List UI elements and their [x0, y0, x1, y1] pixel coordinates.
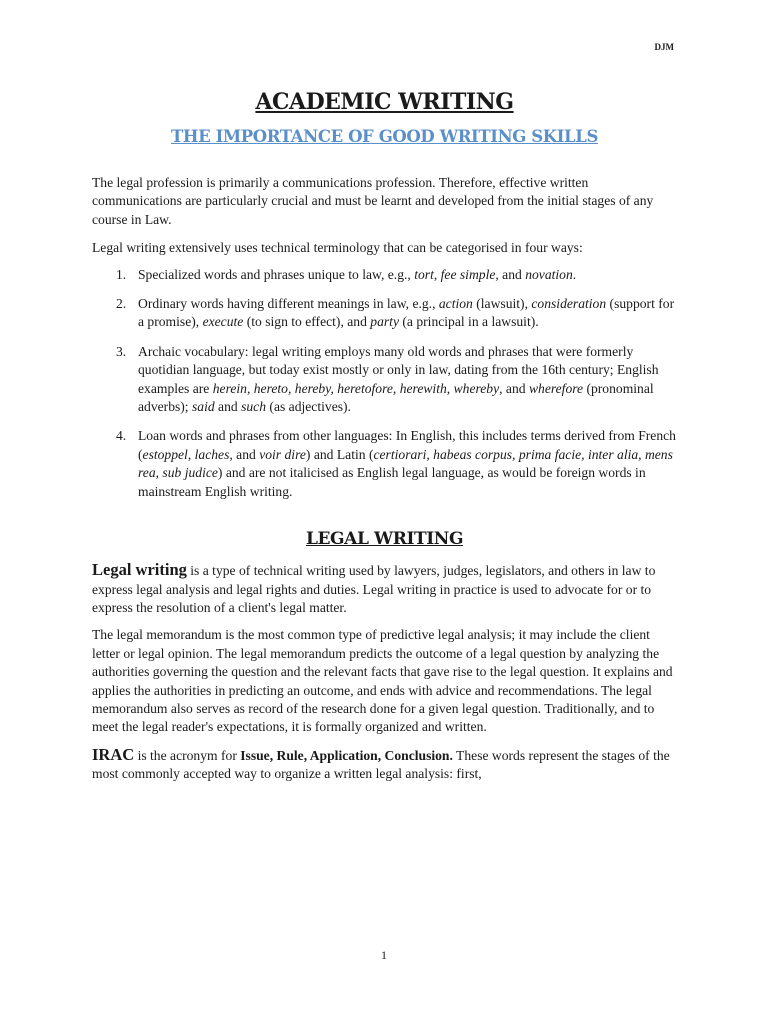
intro-paragraph-1: The legal profession is primarily a communications profession. Therefore, effective written communications are particularly crucial and must be learnt and developed from the initial stages of any course in Law.	[92, 175, 654, 227]
list-emphasis: voir dire	[259, 446, 306, 462]
irac-paragraph	[92, 746, 677, 784]
list-text: ) and are not italicised as English legal language, as would be foreign words in mainstream English writing.	[138, 465, 646, 499]
irac-text: is the acronym for	[134, 747, 241, 763]
memo-paragraph: The legal memorandum is the most common type of predictive legal analysis; it may include the client letter or legal opinion. The legal memorandum predicts the outcome of a legal question by analyzing the authorities governing the question and the relevant facts that gave rise to the legal question. It explains and applies the authorities in predicting an outcome, and ends with advice and recommendations. The legal memorandum also serves as record of the research done for a given legal question. Traditionally, and to meet the legal reader's expectations, it is formally organized and written.	[92, 627, 673, 735]
list-number: 2.	[116, 296, 127, 312]
list-text: (support for a promise),	[138, 296, 675, 330]
document-title: ACADEMIC WRITING	[255, 89, 514, 115]
list-item	[92, 343, 677, 417]
list-text: ) and Latin (	[305, 446, 374, 462]
list-item	[92, 427, 677, 501]
list-emphasis: herein, hereto, hereby, heretofore, herewith	[212, 380, 447, 396]
list-emphasis: certiorari, habeas corpus, prima facie, inter alia, mens rea, sub judice	[138, 446, 673, 481]
irac-bold-words: Issue, Rule, Application, Conclusion.	[240, 747, 453, 763]
list-text: ,	[446, 380, 454, 396]
list-number: 1.	[116, 266, 127, 282]
list-text: , and	[499, 380, 529, 396]
list-emphasis: laches	[194, 446, 230, 462]
irac-rest: These words represent the stages of the most commonly accepted way to organize a written legal analysis: first,	[92, 747, 670, 782]
list-text: , and	[495, 266, 526, 282]
list-emphasis: fee simple	[440, 266, 496, 282]
list-number: 3.	[116, 343, 127, 359]
list-emphasis: tort	[414, 266, 434, 282]
page-number: 1	[381, 948, 387, 962]
list-text: Ordinary words having different meanings in law, e.g.,	[138, 296, 439, 312]
list-text: (pronominal adverbs);	[138, 380, 654, 415]
list-emphasis: said	[191, 399, 215, 415]
document-body	[92, 88, 677, 784]
list-emphasis: such	[241, 399, 267, 415]
section-title: LEGAL WRITING	[305, 529, 464, 550]
list-text: and	[214, 399, 242, 415]
list-item	[92, 295, 677, 332]
list-text: (lawsuit),	[472, 296, 532, 312]
list-text: (as adjectives).	[266, 399, 351, 415]
list-text: ,	[187, 446, 195, 462]
list-emphasis: novation	[525, 266, 573, 282]
list-emphasis: action	[438, 296, 473, 312]
list-text: Loan words and phrases from other languages: In English, this includes terms derived from French (	[138, 428, 676, 462]
list-emphasis: consideration	[531, 296, 607, 312]
list-emphasis: execute	[202, 314, 244, 330]
list-text: ,	[433, 266, 441, 282]
list-text: Specialized words and phrases unique to law, e.g.,	[138, 266, 415, 282]
list-emphasis: whereby	[453, 380, 500, 396]
list-emphasis: estoppel	[142, 446, 188, 462]
list-text: (to sign to effect), and	[243, 314, 371, 330]
list-text: .	[572, 266, 577, 282]
list-text: , and	[229, 446, 260, 462]
list-text: (a principal in a lawsuit).	[398, 314, 539, 330]
list-text: Archaic vocabulary: legal writing employs many old words and phrases that were formerly quotidian language, but today exist mostly or only in law, dating from the 16th century; English examples are	[138, 343, 659, 396]
list-item	[92, 266, 677, 284]
legal-writing-term: Legal writing	[92, 560, 187, 580]
intro-paragraph-2: Legal writing extensively uses technical terminology that can be categorised in four ways:	[92, 240, 583, 256]
document-subtitle: THE IMPORTANCE OF GOOD WRITING SKILLS	[171, 127, 598, 146]
list-number: 4.	[116, 428, 127, 444]
irac-term: IRAC	[92, 744, 135, 764]
header-initials: DJM	[654, 42, 674, 52]
legal-writing-text: is a type of technical writing used by lawyers, judges, legislators, and others in law to express legal analysis and legal rights and duties. Legal writing in practice is used to advocate for or to express the resolution of a client's legal matter.	[92, 563, 656, 615]
list-emphasis: party	[370, 314, 399, 330]
legal-writing-paragraph	[92, 561, 677, 617]
list-emphasis: wherefore	[528, 380, 584, 396]
terminology-list	[92, 266, 677, 501]
